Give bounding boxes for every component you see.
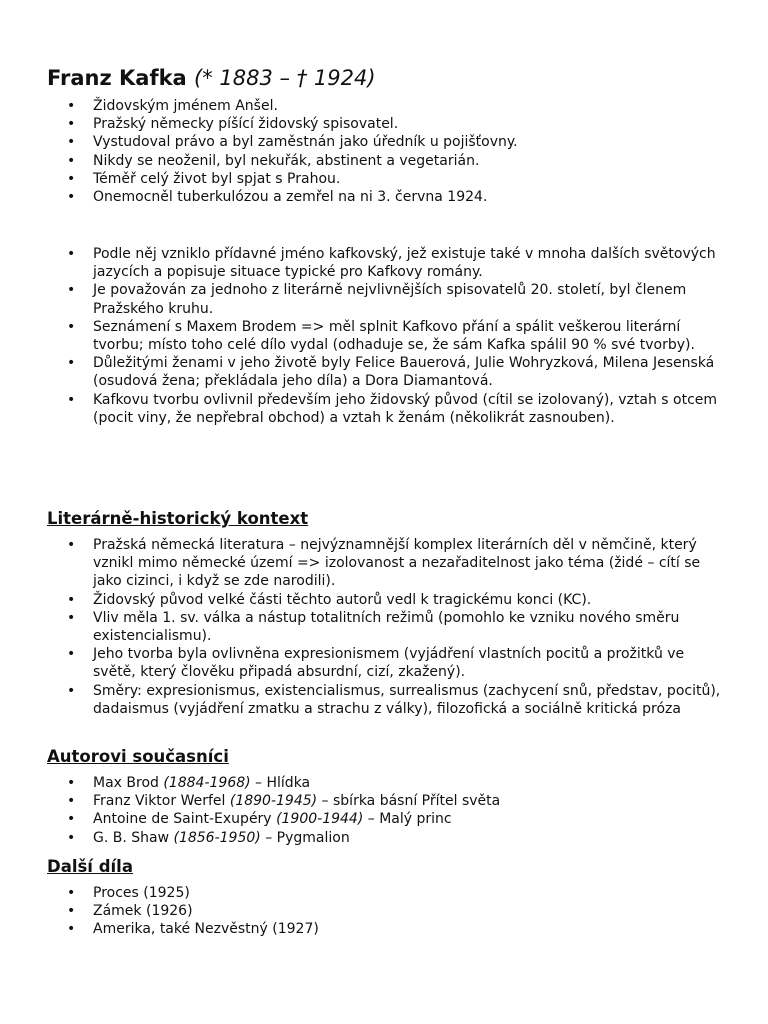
list-item: • Důležitými ženami v jeho životě byly Felice Bauerová, Julie Wohryzková, Milena Jesenská (osudová žena; překládala jeho díla) a Dora Diamantová. — [93, 354, 721, 390]
works-heading: Další díla — [47, 857, 133, 876]
page-title — [47, 64, 376, 92]
list-item — [93, 810, 721, 828]
list-item — [93, 829, 721, 847]
author-name: Antoine de Saint-Exupéry — [93, 811, 272, 828]
works-list — [93, 884, 721, 939]
list-item: • Téměř celý život byl spjat s Prahou. — [93, 170, 721, 188]
author-years: (1884-1968) — [163, 775, 251, 791]
author-name: Franz Kafka — [47, 66, 187, 90]
author-name: Franz Viktor Werfel — [93, 793, 226, 810]
context-list — [93, 536, 721, 718]
context-heading: Literárně-historický kontext — [47, 509, 309, 528]
author-years: (1900-1944) — [276, 811, 364, 828]
list-item: • Amerika, také Nezvěstný (1927) — [93, 920, 721, 938]
list-item: • Pražský německy píšící židovský spisovatel. — [93, 115, 721, 133]
list-item: • Nikdy se neoženil, byl nekuřák, abstinent a vegetarián. — [93, 152, 721, 170]
bio-list — [93, 97, 721, 206]
facts-list — [93, 245, 721, 427]
list-item: • Seznámení s Maxem Brodem => měl splnit Kafkovo přání a spálit veškerou literární tvorbu; místo toho celé dílo vydal (odhaduje se, že sám Kafka spálil 90 % své tvorby). — [93, 318, 721, 354]
contemporaries-heading: Autorovi současníci — [47, 747, 229, 766]
list-item: • Židovský původ velké části těchto autorů vedl k tragickému konci (KC). — [93, 591, 721, 609]
author-work: – Pygmalion — [265, 829, 350, 846]
list-item: • Vystudoval právo a byl zaměstnán jako úředník u pojišťovny. — [93, 133, 721, 151]
list-item: • Zámek (1926) — [93, 902, 721, 920]
list-item: • Proces (1925) — [93, 884, 721, 902]
list-item: • Jeho tvorba byla ovlivněna expresionismem (vyjádření vlastních pocitů a prožitků ve světě, který člověku připadá absurdní, cizí, zkažený). — [93, 645, 721, 681]
list-item: • Směry: expresionismus, existencialismus, surrealismus (zachycení snů, představ, pocitů), dadaismus (vyjádření zmatku a strachu z války), filozofická a sociálně kritická próza — [93, 682, 721, 718]
author-years: (1856-1950) — [173, 829, 261, 846]
list-item: • Onemocněl tuberkulózou a zemřel na ni 3. června 1924. — [93, 188, 721, 206]
list-item: • Podle něj vzniklo přídavné jméno kafkovský, jež existuje také v mnoha dalších světových jazycích a popisuje situace typické pro Kafkovy romány. — [93, 245, 721, 281]
author-work: – sbírka básní Přítel světa — [321, 793, 501, 810]
author-name: G. B. Shaw — [93, 829, 170, 846]
list-item: • Kafkovu tvorbu ovlivnil především jeho židovský původ (cítil se izolovaný), vztah s otcem (pocit viny, že nepřebral obchod) a vztah k ženám (několikrát zasnouben). — [93, 391, 721, 427]
author-name: Max Brod — [93, 775, 159, 791]
list-item: • Je považován za jednoho z literárně nejvlivnějších spisovatelů 20. století, byl členem Pražského kruhu. — [93, 281, 721, 317]
author-work: – Hlídka — [255, 775, 311, 791]
list-item: • Židovským jménem Anšel. — [93, 97, 721, 115]
contemporaries-list — [93, 774, 721, 847]
author-work: – Malý princ — [367, 811, 452, 828]
list-item — [93, 774, 721, 792]
list-item: • Vliv měla 1. sv. válka a nástup totalitních režimů (pomohlo ke vzniku nového směru existencialismu). — [93, 609, 721, 645]
list-item — [93, 792, 721, 810]
author-dates: (* 1883 – † 1924) — [194, 66, 376, 90]
author-years: (1890-1945) — [229, 793, 318, 810]
list-item: • Pražská německá literatura – nejvýznamnější komplex literárních děl v němčině, který vznikl mimo německé území => izolovanost a nezařaditelnost jako téma (židé – cítí se jako cizinci, i když se zde narodili). — [93, 536, 721, 591]
